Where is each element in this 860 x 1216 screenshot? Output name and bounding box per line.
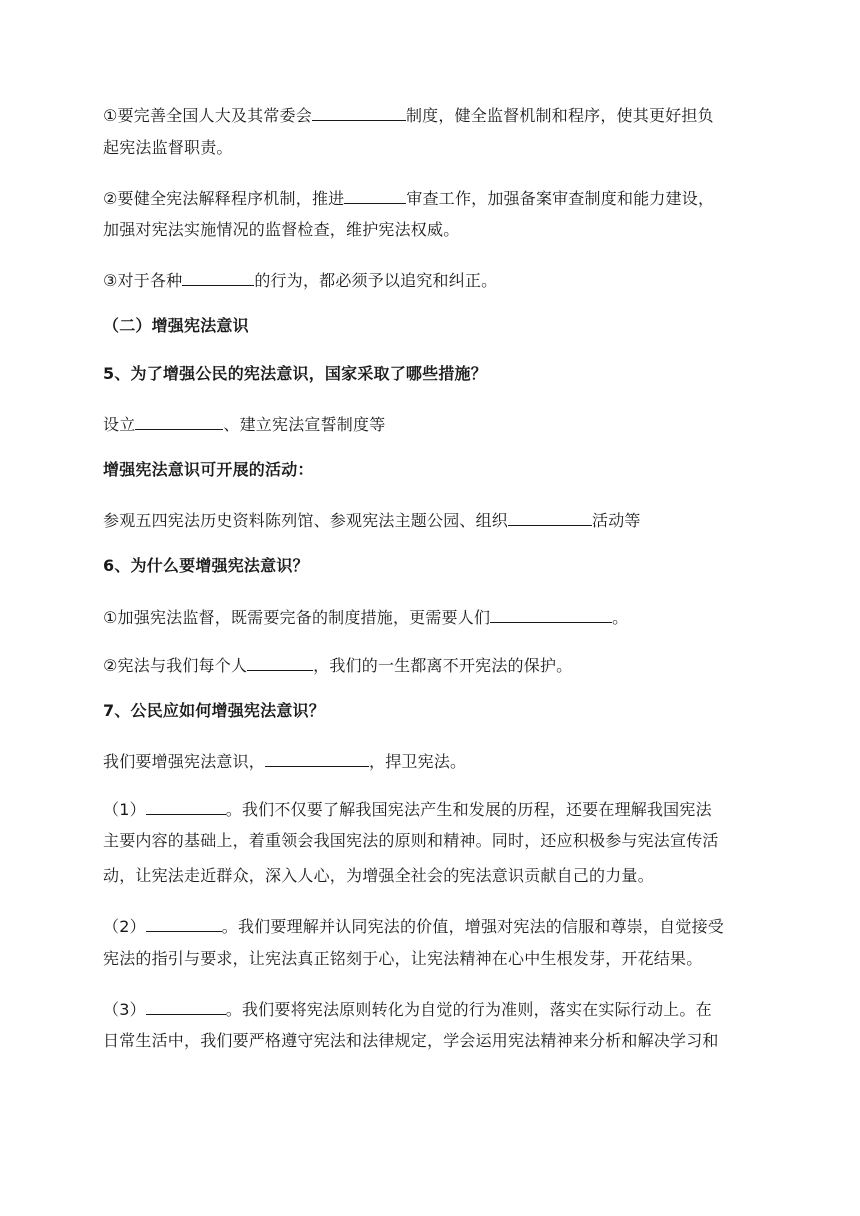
question-heading: 7、公民应如何增强宪法意识？ [103,701,325,720]
text-line: 起宪法监督职责。 [103,138,233,157]
text-line [103,914,724,937]
text-line: 动，让宪法走近群众，深入人心，为增强全社会的宪法意识贡献自己的力量。 [103,866,654,885]
text-line: 宪法的指引与要求，让宪法真正铭刻于心，让宪法精神在心中生根发芽，开花结果。 [103,949,703,968]
text-line [103,797,712,820]
fill-blank [146,914,222,932]
text-segment: 参观五四宪法历史资料陈列馆、参观宪法主题公园、组织 [103,511,509,530]
fill-blank [247,653,313,671]
text-segment: 审查工作，加强备案审查制度和能力建设， [406,189,715,208]
text-segment: （1） [103,800,146,819]
text-segment: ①要完善全国人大及其常委会 [103,106,312,125]
text-segment: 。我们不仅要了解我国宪法产生和发展的历程，还要在理解我国宪法 [225,800,712,819]
text-segment: 制度，健全监督机制和程序，使其更好担负 [405,106,714,125]
text-segment: ②要健全宪法解释程序机制，推进 [103,189,345,208]
text-line [103,508,641,531]
fill-blank [146,997,226,1015]
text-segment: 设立 [103,415,136,434]
text-segment: 活动等 [592,511,641,530]
text-line: 日常生活中，我们要严格遵守宪法和法律规定，学会运用宪法精神来分析和解决学习和 [103,1031,719,1050]
text-segment: 、建立宪法宣誓制度等 [223,415,386,434]
text-segment: （3） [103,1000,146,1019]
subheading: 增强宪法意识可开展的活动： [103,460,314,479]
fill-blank [490,605,612,623]
text-line: 主要内容的基础上，着重领会我国宪法的原则和精神。同时，还应积极参与宪法宣传活 [103,831,719,850]
text-line: 加强对宪法实施情况的监督检查，维护宪法权威。 [103,220,460,239]
fill-blank [312,103,406,121]
text-segment: ②宪法与我们每个人 [103,656,248,675]
question-heading: 5、为了增强公民的宪法意识，国家采取了哪些措施？ [103,364,487,383]
text-segment: ①加强宪法监督，既需要完备的制度措施，更需要人们 [103,608,491,627]
text-line [103,605,628,628]
text-segment: 我们要增强宪法意识， [103,752,266,771]
question-heading: 6、为什么要增强宪法意识？ [103,556,309,575]
text-line [103,186,714,209]
fill-blank [265,749,369,767]
fill-blank [146,797,226,815]
text-line [103,412,385,435]
text-line [103,653,572,676]
text-segment: 的行为，都必须予以追究和纠正。 [254,271,498,290]
text-segment: ③对于各种 [103,271,183,290]
fill-blank [344,186,406,204]
text-line [103,103,714,126]
fill-blank [135,412,223,430]
text-segment: 。我们要理解并认同宪法的价值，增强对宪法的信服和尊崇，自觉接受 [221,917,724,936]
text-segment: ，我们的一生都离不开宪法的保护。 [313,656,573,675]
text-segment: ，捍卫宪法。 [369,752,467,771]
fill-blank [182,268,254,286]
text-line [103,268,497,291]
text-segment: 。我们要将宪法原则转化为自觉的行为准则，落实在实际行动上。在 [225,1000,712,1019]
fill-blank [508,508,592,526]
text-segment: （2） [103,917,146,936]
text-line [103,997,712,1020]
section-heading: （二）增强宪法意识 [103,316,249,335]
text-segment: 。 [612,608,629,627]
text-line [103,749,466,772]
